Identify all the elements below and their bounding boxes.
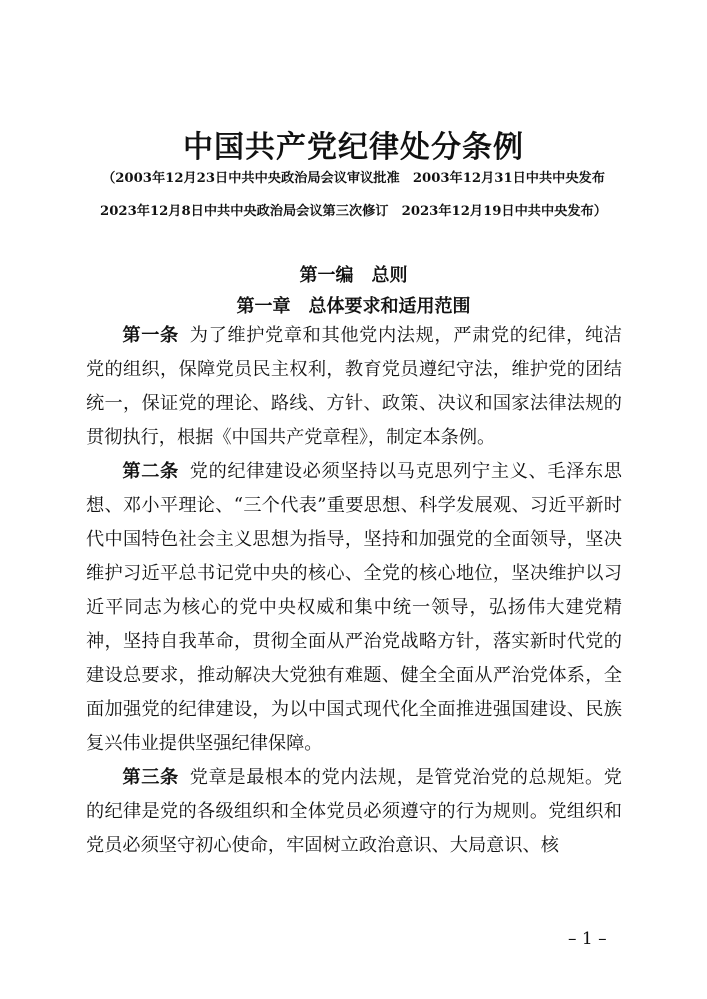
article-label: 第三条 bbox=[122, 767, 179, 788]
part-heading: 第一编 总则 bbox=[299, 265, 408, 286]
article-text: 为了维护党章和其他党内法规，严肃党的纪律，纯洁党的组织，保障党员民主权利，教育党员遵纪守法，维护党的团结统一，保证党的理论、路线、方针、政策、决议和国家法律法规的贯彻执行，根据《中国共产党章程》，制定本条例。 bbox=[86, 325, 622, 448]
article-text: 党的纪律建设必须坚持以马克思列宁主义、毛泽东思想、邓小平理论、“三个代表”重要思想、科学发展观、习近平新时代中国特色社会主义思想为指导，坚持和加强党的全面领导，坚决维护习近平总书记党中央的核心、全党的核心地位，坚决维护以习近平同志为核心的党中央权威和集中统一领导，弘扬伟大建党精神，坚持自我革命，贯彻全面从严治党战略方针，落实新时代党的建设总要求，推动解决大党独有难题、健全全面从严治党体系，全面加强党的纪律建设，为以中国式现代化全面推进强国建设、民族复兴伟业提供坚强纪律保障。 bbox=[86, 461, 622, 754]
page-number: – 1 – bbox=[568, 929, 607, 949]
approval-note-line-1: （2003年12月23日中共中央政治局会议审议批准 2003年12月31日中共中央发布 bbox=[102, 171, 605, 186]
document-title: 中国共产党纪律处分条例 bbox=[183, 130, 524, 165]
article-label: 第二条 bbox=[122, 461, 179, 482]
chapter-heading: 第一章 总体要求和适用范围 bbox=[236, 296, 471, 317]
article-text: 党章是最根本的党内法规，是管党治党的总规矩。党的纪律是党的各级组织和全体党员必须遵守的行为规则。党组织和党员必须坚守初心使命，牢固树立政治意识、大局意识、核 bbox=[86, 767, 622, 856]
article-1 bbox=[86, 319, 622, 455]
article-3 bbox=[86, 761, 622, 863]
document-body bbox=[86, 319, 622, 863]
article-2 bbox=[86, 455, 622, 761]
article-label: 第一条 bbox=[122, 325, 179, 346]
approval-note-line-2: 2023年12月8日中共中央政治局会议第三次修订 2023年12月19日中共中央发布） bbox=[100, 204, 607, 219]
